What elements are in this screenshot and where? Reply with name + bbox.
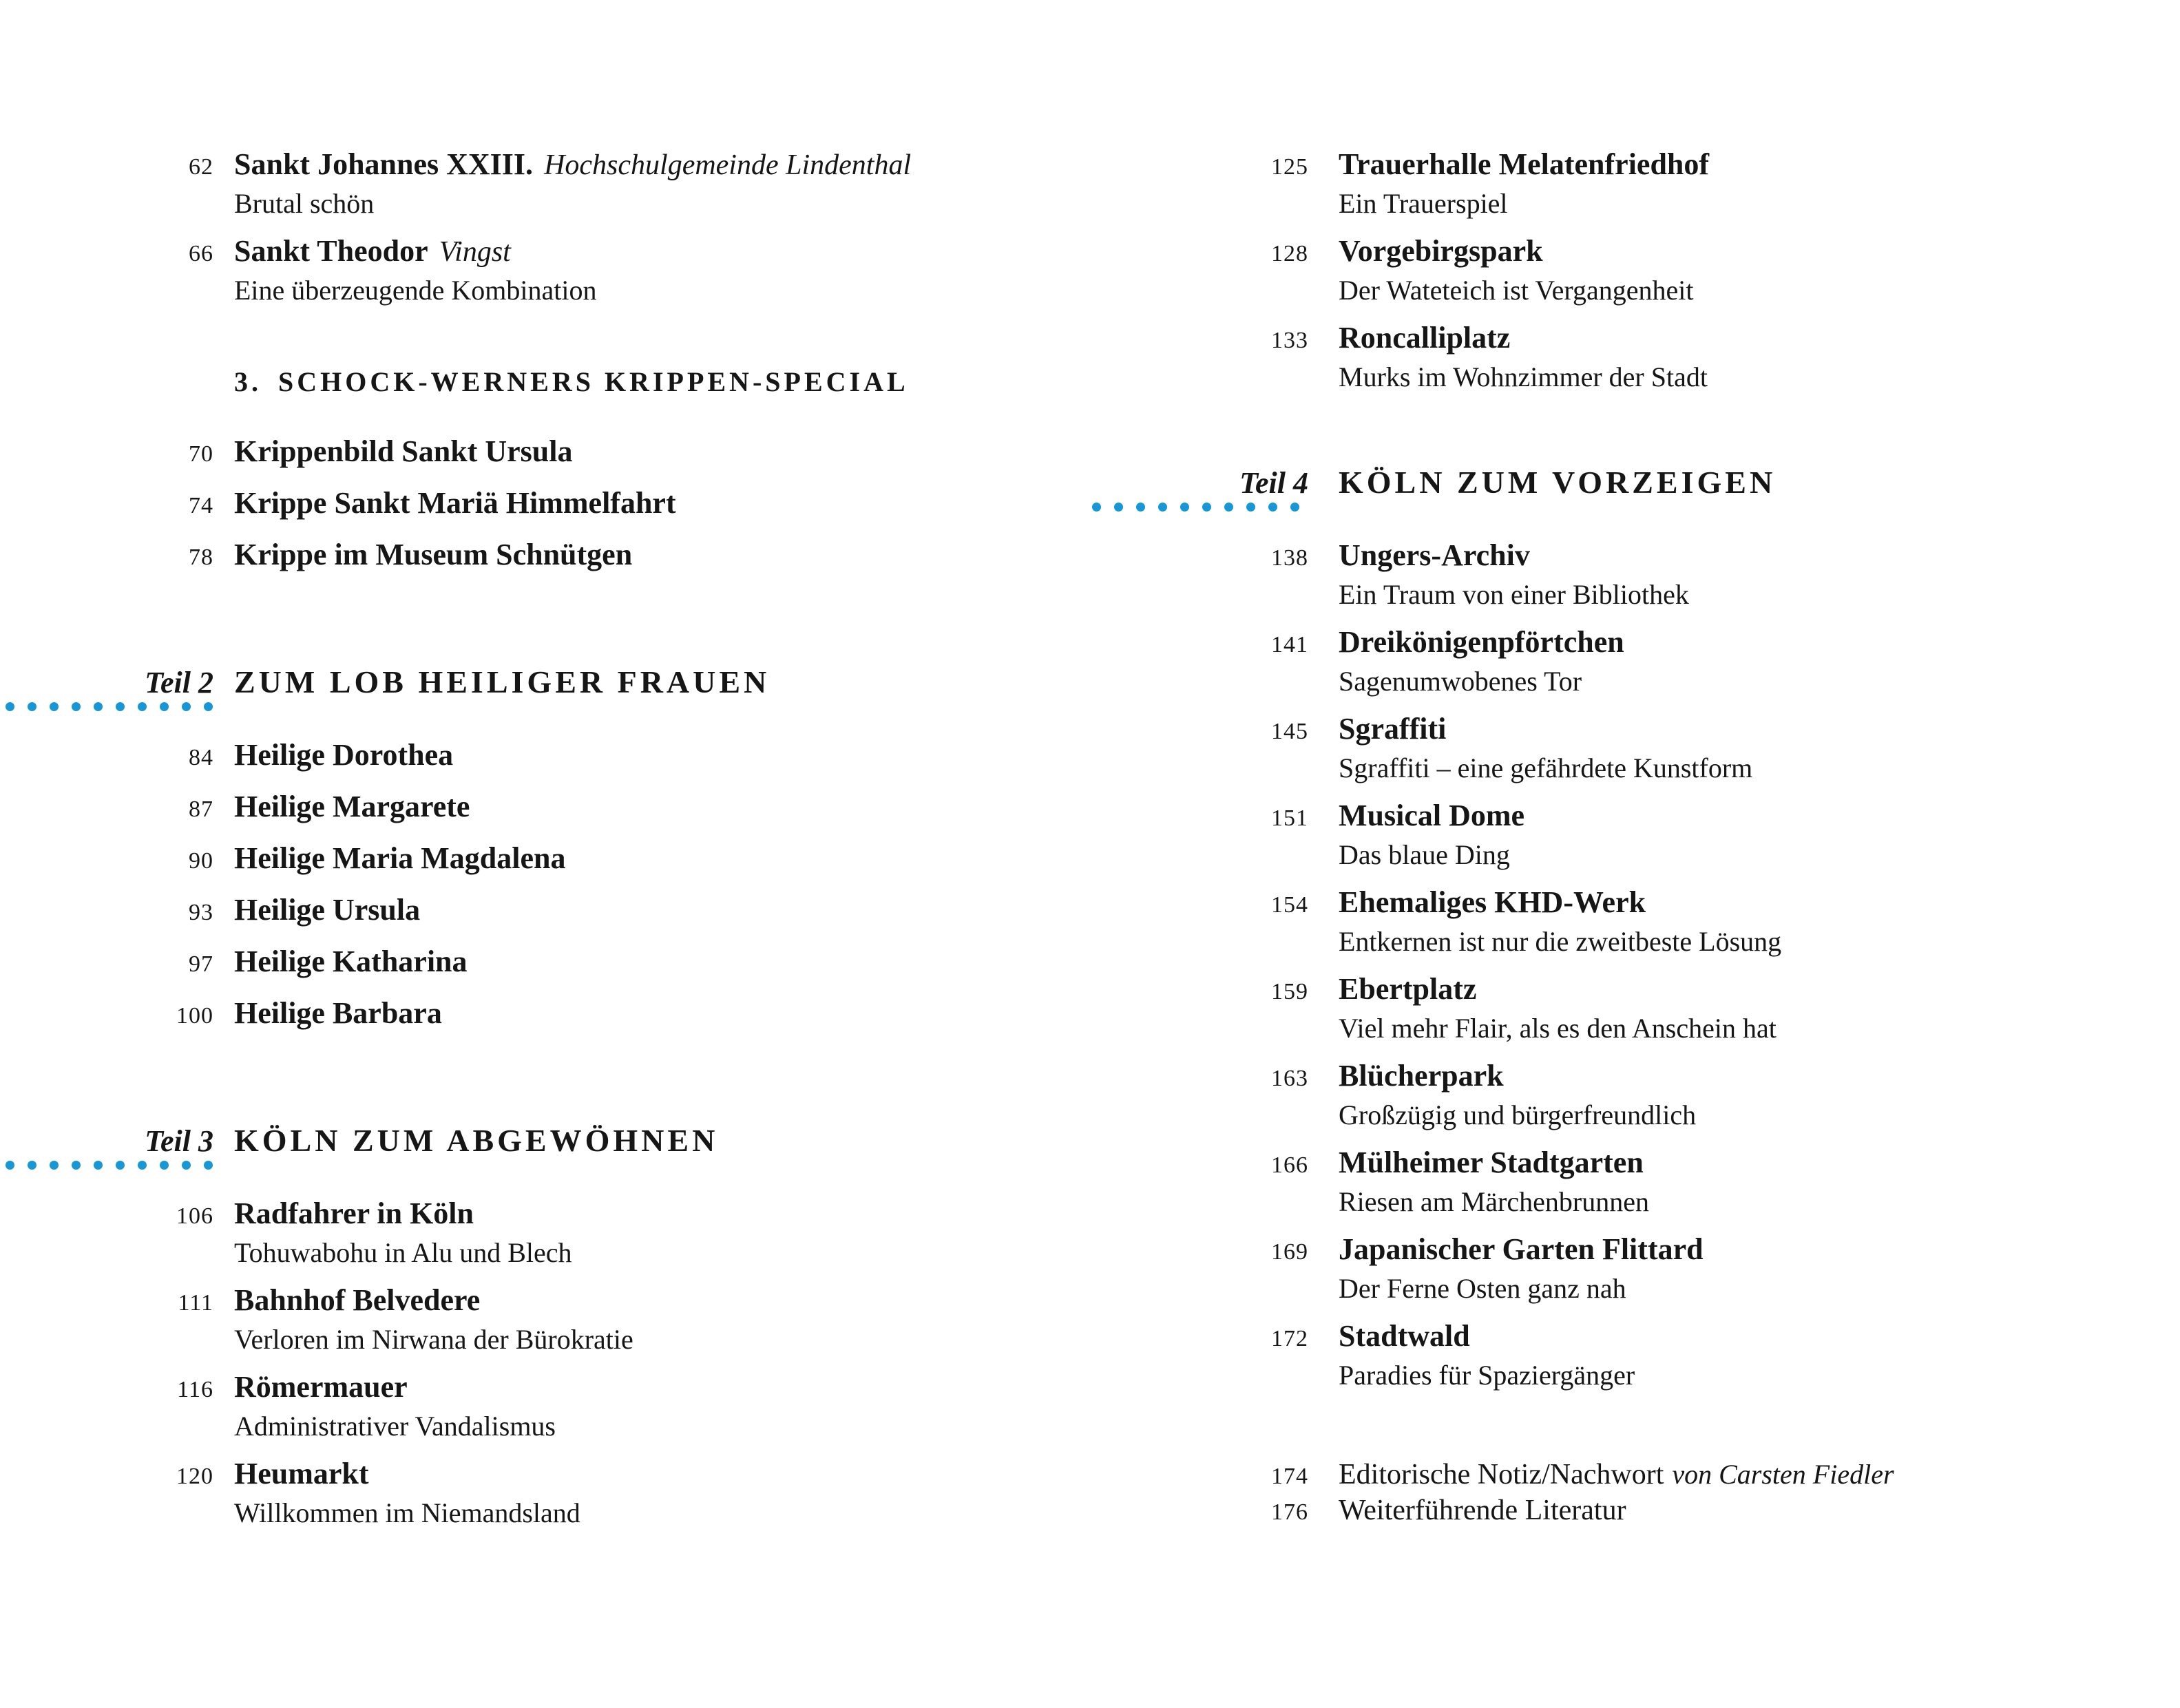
toc-entry	[0, 737, 1033, 773]
dotted-separator	[6, 702, 213, 711]
entry-title: Blücherpark	[1339, 1059, 1504, 1093]
entry-title: Dreikönigenpförtchen	[1339, 625, 1624, 659]
toc-entry	[1091, 1145, 2179, 1219]
page-number-gutter	[1091, 1239, 1308, 1265]
entry-title-line	[1339, 1058, 1696, 1094]
page-number-gutter	[0, 1464, 213, 1490]
entry-title-line	[1339, 538, 1689, 573]
entry-title: Musical Dome	[1339, 799, 1525, 832]
entry-content	[1339, 320, 1708, 394]
part-content	[234, 663, 770, 702]
entry-title-line	[1339, 1145, 1649, 1181]
page-number: 169	[1271, 1239, 1308, 1265]
entry-title: Vorgebirgspark	[1339, 234, 1543, 268]
toc-entry	[0, 485, 1033, 521]
entry-title: Trauerhalle Melatenfriedhof	[1339, 147, 1710, 181]
entry-title-line	[1339, 1493, 1626, 1528]
entry-title: Sankt Theodor	[234, 234, 428, 268]
entry-title: Roncalliplatz	[1339, 321, 1511, 355]
page-number-gutter	[1091, 632, 1308, 658]
dot-icon	[1092, 503, 1101, 512]
dot-icon	[28, 1161, 36, 1170]
toc-entry	[0, 1456, 1033, 1530]
page-number: 78	[189, 545, 213, 570]
entry-content	[1339, 624, 1624, 699]
toc-entry	[1091, 1232, 2179, 1306]
page-number-gutter	[0, 745, 213, 771]
part-title: ZUM LOB HEILIGER FRAUEN	[234, 664, 771, 699]
entry-title-line	[234, 1283, 633, 1318]
entry-content	[234, 1283, 633, 1357]
page-number-gutter	[1091, 1464, 1308, 1490]
entry-title: Krippenbild Sankt Ursula	[234, 434, 573, 468]
entry-content	[234, 485, 676, 521]
page-number-gutter	[1091, 241, 1308, 267]
entry-title: Weiterführende Literatur	[1339, 1495, 1626, 1526]
entry-title-line	[1339, 233, 1694, 269]
entry-title-line	[1339, 320, 1708, 356]
entry-subtitle: Brutal schön	[234, 188, 375, 219]
toc-entry	[0, 233, 1033, 308]
entry-content	[234, 1456, 580, 1530]
entry-content	[1339, 233, 1694, 308]
entry-title: Römermauer	[234, 1370, 408, 1404]
entry-title: Heilige Dorothea	[234, 738, 454, 772]
entry-content	[234, 737, 453, 773]
toc-column-left	[0, 0, 1033, 1543]
backmatter-entry	[1091, 1493, 2179, 1528]
page-number-gutter	[1091, 328, 1308, 354]
entry-title-line	[234, 147, 911, 182]
toc-entry	[0, 1369, 1033, 1444]
toc-entry	[1091, 538, 2179, 612]
part-header	[0, 1121, 1033, 1160]
page-number-gutter	[0, 493, 213, 519]
page-number: 159	[1271, 979, 1308, 1004]
entry-content	[234, 434, 573, 470]
dot-icon	[50, 1161, 59, 1170]
entry-title-line	[1339, 147, 1709, 182]
entry-subtitle: Paradies für Spaziergänger	[1339, 1360, 1635, 1391]
toc-entry	[0, 537, 1033, 573]
page-number-gutter	[0, 241, 213, 267]
entry-content	[1339, 711, 1752, 786]
dot-icon	[1158, 503, 1167, 512]
page-number-gutter	[1091, 892, 1308, 918]
toc-entry	[0, 944, 1033, 980]
entry-title-line	[1339, 624, 1624, 660]
entry-subtitle: Entkernen ist nur die zweitbeste Lösung	[1339, 926, 1782, 957]
entry-content	[234, 944, 468, 980]
page-number-gutter	[1091, 1152, 1308, 1179]
page-number-gutter	[0, 1290, 213, 1316]
toc-entry	[1091, 233, 2179, 308]
entry-content	[234, 1196, 572, 1270]
entry-title-line	[234, 944, 468, 980]
entry-title-italic: Vingst	[439, 236, 511, 268]
dot-icon	[1268, 503, 1277, 512]
page-number-gutter	[1091, 979, 1308, 1005]
page-number: 97	[189, 951, 213, 977]
entry-title: Bahnhof Belvedere	[234, 1283, 481, 1317]
entry-content	[1339, 538, 1689, 612]
entry-title-italic: Hochschulgemeinde Lindenthal	[544, 149, 912, 181]
entry-content	[1339, 1058, 1696, 1132]
entry-title: Krippe Sankt Mariä Himmelfahrt	[234, 486, 676, 520]
dot-icon	[1246, 503, 1255, 512]
entry-subtitle: Der Wateteich ist Vergangenheit	[1339, 275, 1694, 306]
entry-title-line	[1339, 1318, 1635, 1354]
entry-title-line	[234, 1369, 556, 1405]
entry-subtitle: Riesen am Märchenbrunnen	[1339, 1186, 1649, 1217]
toc-entry	[1091, 711, 2179, 786]
entry-content	[1339, 1232, 1704, 1306]
page-number-gutter	[0, 1003, 213, 1029]
toc-entry	[0, 1283, 1033, 1357]
part-content	[234, 1121, 718, 1160]
entry-content	[1339, 1145, 1649, 1219]
page-number-gutter	[0, 154, 213, 180]
entry-subtitle: Murks im Wohnzimmer der Stadt	[1339, 361, 1708, 392]
entry-title-line	[234, 995, 442, 1031]
page-number: 163	[1271, 1066, 1308, 1091]
subsection-content	[234, 363, 909, 401]
dot-icon	[1114, 503, 1123, 512]
entry-subtitle: Verloren im Nirwana der Bürokratie	[234, 1324, 633, 1355]
entry-title: Sankt Johannes XXIII.	[234, 147, 534, 181]
entry-content	[1339, 798, 1524, 872]
entry-title-line	[234, 892, 420, 928]
entry-title-line	[234, 485, 676, 521]
dot-icon	[6, 1161, 14, 1170]
entry-title-line	[234, 1196, 572, 1232]
page-number: 133	[1271, 328, 1308, 353]
backmatter-entry	[1091, 1457, 2179, 1492]
toc-column-right	[1091, 0, 2179, 1529]
entry-content	[1339, 147, 1709, 221]
toc-entry	[0, 892, 1033, 928]
page-number-gutter	[0, 951, 213, 978]
page-number-gutter	[1091, 1066, 1308, 1092]
part-label-gutter	[0, 1124, 213, 1159]
dotted-separator	[6, 1161, 213, 1170]
dot-icon	[1180, 503, 1189, 512]
entry-title-line	[1339, 1457, 1894, 1492]
entry-title-line	[234, 537, 632, 573]
entry-title-line	[1339, 711, 1752, 747]
entry-subtitle: Der Ferne Osten ganz nah	[1339, 1273, 1626, 1304]
page-number-gutter	[0, 1377, 213, 1403]
part-title: KÖLN ZUM ABGEWÖHNEN	[234, 1123, 719, 1158]
dot-icon	[116, 702, 125, 711]
page-number: 172	[1271, 1326, 1308, 1351]
page-number-gutter	[0, 900, 213, 926]
page-number-gutter	[1091, 1326, 1308, 1352]
entry-content	[1339, 1457, 1894, 1492]
page-number-gutter	[0, 1203, 213, 1230]
entry-title-line	[234, 434, 573, 470]
entry-subtitle: Tohuwabohu in Alu und Blech	[234, 1237, 572, 1268]
entry-content	[234, 789, 470, 825]
page-number-gutter	[0, 441, 213, 467]
toc-entry	[0, 841, 1033, 876]
toc-entry	[1091, 971, 2179, 1046]
page-number: 87	[189, 797, 213, 822]
page-number: 66	[189, 241, 213, 266]
entry-title: Heumarkt	[234, 1457, 369, 1490]
dot-icon	[160, 702, 169, 711]
dot-icon	[28, 702, 36, 711]
page-number: 145	[1271, 719, 1308, 744]
part-content	[1339, 463, 1776, 502]
page-number: 74	[189, 493, 213, 518]
toc-entry	[0, 789, 1033, 825]
page-number-gutter	[0, 797, 213, 823]
entry-title: Ebertplatz	[1339, 972, 1477, 1006]
entry-subtitle: Großzügig und bürgerfreundlich	[1339, 1099, 1697, 1130]
entry-title: Heilige Maria Magdalena	[234, 841, 566, 875]
page-number: 174	[1271, 1464, 1308, 1489]
subsection-number: 3.	[234, 366, 262, 397]
page-number-gutter	[0, 848, 213, 874]
entry-title-line	[1339, 885, 1781, 920]
part-label-gutter	[1091, 465, 1308, 500]
toc-entry	[0, 147, 1033, 221]
entry-subtitle: Ein Trauerspiel	[1339, 188, 1508, 219]
page-number: 93	[189, 900, 213, 925]
entry-title: Sgraffiti	[1339, 712, 1447, 746]
toc-entry	[1091, 798, 2179, 872]
part-header	[1091, 463, 2179, 502]
page-number: 141	[1271, 632, 1308, 657]
entry-content	[234, 841, 565, 876]
entry-title: Heilige Ursula	[234, 893, 421, 927]
entry-subtitle: Sgraffiti – eine gefährdete Kunstform	[1339, 752, 1753, 783]
entry-title: Heilige Katharina	[234, 945, 468, 978]
entry-title: Krippe im Museum Schnütgen	[234, 538, 633, 571]
page-number: 84	[189, 745, 213, 770]
entry-content	[1339, 1493, 1626, 1528]
part-label: Teil 2	[145, 666, 213, 699]
page-number-gutter	[1091, 154, 1308, 180]
page-number: 138	[1271, 545, 1308, 571]
entry-title-italic: von Carsten Fiedler	[1672, 1459, 1894, 1490]
entry-title: Ungers-Archiv	[1339, 538, 1530, 572]
entry-subtitle: Sagenumwobenes Tor	[1339, 666, 1582, 697]
page-number-gutter	[1091, 719, 1308, 745]
dot-icon	[1136, 503, 1145, 512]
toc-entry	[1091, 147, 2179, 221]
entry-title: Editorische Notiz/Nachwort	[1339, 1459, 1664, 1490]
dot-icon	[72, 1161, 81, 1170]
dot-icon	[182, 702, 191, 711]
subsection-title: SCHOCK-WERNERS KRIPPEN-SPECIAL	[278, 366, 909, 397]
page-number: 100	[176, 1003, 213, 1029]
entry-subtitle: Ein Traum von einer Bibliothek	[1339, 579, 1689, 610]
entry-title-line	[234, 789, 470, 825]
entry-title: Stadtwald	[1339, 1319, 1470, 1353]
dot-icon	[1290, 503, 1299, 512]
dot-icon	[204, 702, 213, 711]
toc-entry	[1091, 885, 2179, 959]
page-number: 116	[177, 1377, 213, 1402]
dot-icon	[204, 1161, 213, 1170]
dot-icon	[138, 702, 147, 711]
part-title: KÖLN ZUM VORZEIGEN	[1339, 465, 1777, 500]
page-number: 154	[1271, 892, 1308, 918]
dot-icon	[94, 702, 103, 711]
entry-title-line	[1339, 798, 1524, 834]
toc-entry	[0, 995, 1033, 1031]
page-number: 176	[1271, 1499, 1308, 1525]
part-label: Teil 3	[145, 1124, 213, 1158]
page-number: 166	[1271, 1152, 1308, 1178]
entry-title-line	[234, 233, 596, 269]
dot-icon	[138, 1161, 147, 1170]
entry-content	[1339, 885, 1781, 959]
page-number-gutter	[1091, 1499, 1308, 1526]
page-number: 90	[189, 848, 213, 874]
dotted-separator	[1092, 503, 1299, 512]
page-number-gutter	[0, 545, 213, 571]
page-number: 111	[178, 1290, 213, 1316]
entry-content	[234, 892, 420, 928]
entry-title-line	[234, 737, 453, 773]
part-label-gutter	[0, 665, 213, 700]
entry-title-line	[1339, 971, 1777, 1007]
entry-content	[1339, 971, 1777, 1046]
entry-subtitle: Eine überzeugende Kombination	[234, 275, 597, 306]
entry-subtitle: Willkommen im Niemandsland	[234, 1497, 580, 1528]
page-number: 128	[1271, 241, 1308, 266]
entry-title: Radfahrer in Köln	[234, 1196, 474, 1230]
part-header	[0, 663, 1033, 702]
entry-content	[234, 233, 596, 308]
part-label: Teil 4	[1239, 466, 1308, 500]
entry-content	[1339, 1318, 1635, 1393]
entry-content	[234, 1369, 556, 1444]
entry-title: Heilige Barbara	[234, 996, 442, 1030]
dot-icon	[94, 1161, 103, 1170]
entry-subtitle: Viel mehr Flair, als es den Anschein hat	[1339, 1013, 1777, 1044]
page-number-gutter	[1091, 805, 1308, 832]
toc-entry	[0, 1196, 1033, 1270]
dot-icon	[1202, 503, 1211, 512]
entry-title-line	[234, 1456, 580, 1492]
dot-icon	[160, 1161, 169, 1170]
toc-entry	[0, 434, 1033, 470]
dot-icon	[182, 1161, 191, 1170]
entry-subtitle: Das blaue Ding	[1339, 839, 1510, 870]
entry-title-line	[234, 841, 565, 876]
dot-icon	[72, 702, 81, 711]
dot-icon	[1224, 503, 1233, 512]
dot-icon	[6, 702, 14, 711]
dot-icon	[116, 1161, 125, 1170]
page-number: 70	[189, 441, 213, 467]
entry-title: Mülheimer Stadtgarten	[1339, 1146, 1644, 1179]
entry-title: Ehemaliges KHD-Werk	[1339, 885, 1646, 919]
toc-entry	[1091, 1058, 2179, 1132]
page-number: 125	[1271, 154, 1308, 180]
entry-content	[234, 147, 911, 221]
entry-title: Japanischer Garten Flittard	[1339, 1232, 1704, 1266]
entry-content	[234, 537, 632, 573]
page-number-gutter	[1091, 545, 1308, 571]
page-number: 120	[176, 1464, 213, 1489]
page-number: 106	[176, 1203, 213, 1229]
entry-title: Heilige Margarete	[234, 790, 470, 823]
entry-title-line	[1339, 1232, 1704, 1267]
entry-subtitle: Administrativer Vandalismus	[234, 1411, 556, 1442]
toc-entry	[1091, 320, 2179, 394]
toc-entry	[1091, 624, 2179, 699]
toc-entry	[1091, 1318, 2179, 1393]
entry-content	[234, 995, 442, 1031]
page-number: 151	[1271, 805, 1308, 831]
page-number: 62	[189, 154, 213, 180]
subsection-header	[0, 363, 1033, 401]
dot-icon	[50, 702, 59, 711]
